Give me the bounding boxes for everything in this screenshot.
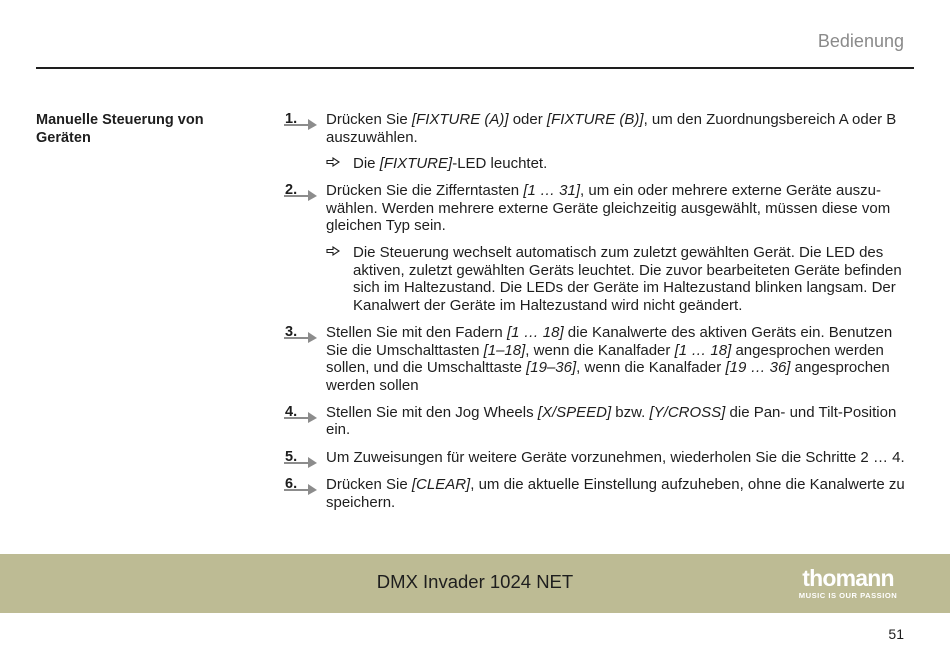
step-text-segment: [FIXTURE (B)] bbox=[546, 111, 644, 128]
product-name: DMX Invader 1024 NET bbox=[376, 571, 574, 592]
step-text bbox=[326, 111, 914, 146]
step-number: 4. bbox=[285, 403, 298, 420]
step-text-segment: [1 … 18] bbox=[506, 323, 564, 341]
hollow-arrow-icon bbox=[326, 244, 353, 314]
step-text bbox=[326, 324, 914, 394]
step-text bbox=[326, 476, 914, 511]
step-text-segment: Drücken Sie bbox=[326, 476, 412, 493]
hollow-arrow-icon bbox=[326, 155, 353, 173]
step-item bbox=[284, 111, 914, 173]
result-text-segment: -LED leuchtet. bbox=[452, 155, 548, 173]
section-header: Bedienung bbox=[817, 31, 904, 51]
steps-list bbox=[284, 111, 914, 521]
step-text-segment: Stellen Sie mit den Jog Wheels bbox=[326, 403, 538, 421]
step-text-segment: angesprochen werden sollen, und die Umschalttaste bbox=[326, 341, 884, 377]
step-text bbox=[326, 182, 914, 235]
step-marker bbox=[284, 324, 326, 342]
step-text-segment: , um den Zuordnungsbereich A oder B auszuwählen. bbox=[326, 111, 897, 146]
step-result bbox=[326, 244, 914, 314]
step-text-segment: die Kanalwerte des aktiven Geräts ein. Benutzen Sie die Umschalttasten bbox=[326, 323, 893, 359]
result-text-segment: Die Steuerung wechselt automatisch zum zuletzt gewählten Gerät. Die LED des aktiven, zuletzt gewählten Geräts leuchtet. Die zuvor bearbeiteten Geräte befinden sich im Haltezustand. Die LEDs der Geräte im Haltezustand blinken langsam. Der Kanalwert der Geräte im Haltezustand wird nicht geändert. bbox=[353, 244, 902, 314]
brand-wordmark: thomann bbox=[802, 566, 894, 591]
step-text-segment: , um ein oder mehrere externe Geräte auszuwählen. Werden mehrere externe Geräte gleichzeitig ausgewählt, müssen diese vom gleichen Typ sein. bbox=[326, 182, 891, 235]
step-text-segment: Drücken Sie bbox=[326, 111, 412, 128]
step-text-segment: [Y/CROSS] bbox=[649, 403, 726, 421]
step-number: 5. bbox=[285, 448, 298, 465]
step-item bbox=[284, 476, 914, 511]
step-marker bbox=[284, 476, 326, 494]
step-text-segment: , wenn die Kanalfader bbox=[576, 359, 726, 377]
step-marker bbox=[284, 182, 326, 200]
step-text-segment: [FIXTURE (A)] bbox=[411, 111, 509, 128]
step-text-segment: die Pan- und Tilt-Position ein. bbox=[326, 403, 897, 439]
step-item bbox=[284, 324, 914, 394]
section-title: Manuelle Steuerung von Geräten bbox=[36, 112, 204, 146]
step-text-segment: [19 … 36] bbox=[725, 359, 791, 377]
thomann-logo bbox=[790, 566, 906, 600]
step-text bbox=[326, 449, 914, 467]
step-marker bbox=[284, 404, 326, 422]
step-text-segment: [X/SPEED] bbox=[537, 403, 612, 421]
step-item bbox=[284, 182, 914, 314]
step-text-segment: [1–18] bbox=[483, 341, 526, 359]
step-result bbox=[326, 155, 914, 173]
step-number: 6. bbox=[285, 476, 298, 492]
step-text-segment: bzw. bbox=[611, 403, 650, 421]
result-text-segment: Die bbox=[353, 155, 380, 173]
step-text-segment: , wenn die Kanalfader bbox=[525, 341, 675, 359]
step-marker bbox=[284, 449, 326, 467]
step-text-segment: [CLEAR] bbox=[411, 476, 471, 493]
step-text-segment: Um Zuweisungen für weitere Geräte vorzunehmen, wiederholen Sie die Schritte 2 … 4. bbox=[326, 448, 905, 466]
step-item bbox=[284, 404, 914, 439]
footer-band bbox=[0, 554, 950, 613]
brand-slogan: MUSIC IS OUR PASSION bbox=[798, 591, 898, 600]
step-text-segment: [1 … 18] bbox=[674, 341, 732, 359]
result-text bbox=[353, 244, 914, 314]
step-text-segment: angesprochen werden sollen bbox=[326, 359, 890, 394]
step-number: 1. bbox=[285, 111, 298, 127]
step-item bbox=[284, 449, 914, 467]
result-text bbox=[353, 155, 914, 173]
result-text-segment: [FIXTURE] bbox=[379, 155, 453, 173]
step-text bbox=[326, 404, 914, 439]
step-text-segment: [1 … 31] bbox=[523, 182, 581, 200]
header-divider bbox=[36, 67, 914, 69]
step-marker bbox=[284, 111, 326, 129]
step-text-segment: Drücken Sie die Zifferntasten bbox=[326, 182, 524, 200]
step-number: 3. bbox=[285, 323, 298, 340]
step-text-segment: , um die aktuelle Einstellung aufzuheben, ohne die Kanalwerte zu speichern. bbox=[326, 476, 905, 511]
step-text-segment: Stellen Sie mit den Fadern bbox=[326, 323, 507, 341]
step-number: 2. bbox=[285, 182, 298, 199]
step-text-segment: oder bbox=[508, 111, 547, 128]
step-text-segment: [19–36] bbox=[526, 359, 577, 377]
page-number: 51 bbox=[888, 626, 904, 642]
